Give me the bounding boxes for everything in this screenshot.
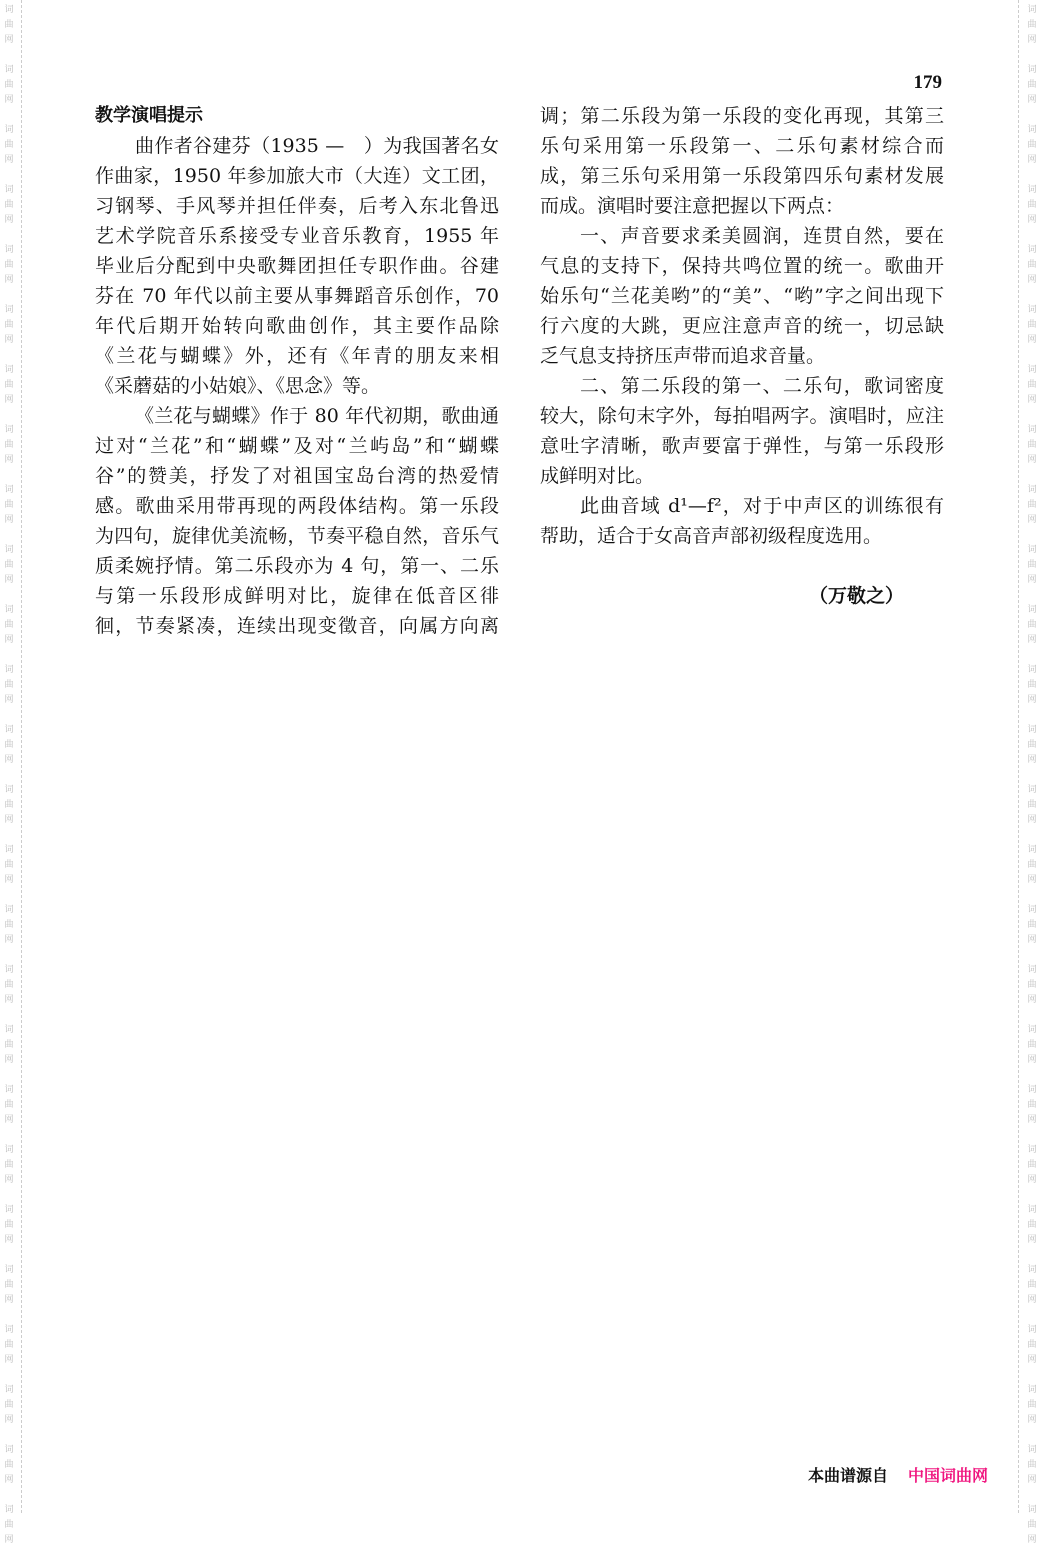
watermark-char: 词 [1027, 785, 1037, 795]
watermark-char: 网 [4, 575, 14, 585]
watermark-char: 曲 [1027, 500, 1037, 510]
watermark-char: 曲 [1027, 1340, 1037, 1350]
watermark-char: 曲 [1027, 1460, 1037, 1470]
watermark-char: 词 [4, 965, 14, 975]
watermark-char: 词 [1027, 965, 1037, 975]
watermark-char: 词 [1027, 1145, 1037, 1155]
watermark-char: 网 [1027, 935, 1037, 945]
watermark-char: 曲 [4, 320, 14, 330]
text-line: 感。歌曲采用带再现的两段体结构。第一乐段 [95, 495, 499, 517]
watermark-char: 词 [4, 1025, 14, 1035]
watermark-char: 词 [1027, 845, 1037, 855]
watermark-char: 词 [4, 1385, 14, 1395]
watermark-char: 网 [1027, 1235, 1037, 1245]
watermark-char: 词 [4, 485, 14, 495]
text-line: 气息的支持下，保持共鸣位置的统一。歌曲开 [540, 255, 944, 277]
watermark-char: 词 [1027, 1025, 1037, 1035]
margin-divider-left [21, 0, 22, 1513]
watermark-char: 曲 [1027, 140, 1037, 150]
watermark-char: 网 [4, 755, 14, 765]
watermark-char: 曲 [1027, 200, 1037, 210]
watermark-char: 词 [1027, 665, 1037, 675]
watermark-char: 网 [4, 155, 14, 165]
text-line: 《兰花与蝴蝶》外，还有《年青的朋友来相 [95, 345, 499, 367]
watermark-char: 词 [1027, 545, 1037, 555]
margin-divider-right [1018, 0, 1019, 1513]
text-line: 过对“兰花”和“蝴蝶”及对“兰屿岛”和“蝴蝶 [95, 435, 499, 457]
watermark-char: 曲 [4, 980, 14, 990]
watermark-char: 曲 [1027, 680, 1037, 690]
text-line: 成，第三乐句采用第一乐段第四乐句素材发展 [540, 165, 944, 187]
watermark-char: 词 [4, 125, 14, 135]
watermark-char: 曲 [4, 1040, 14, 1050]
watermark-char: 词 [4, 1445, 14, 1455]
watermark-char: 词 [1027, 725, 1037, 735]
watermark-char: 词 [4, 1085, 14, 1095]
watermark-char: 曲 [1027, 800, 1037, 810]
watermark-char: 词 [1027, 1205, 1037, 1215]
text-line: 作曲家，1950 年参加旅大市（大连）文工团， [95, 165, 499, 187]
watermark-char: 曲 [4, 860, 14, 870]
watermark-char: 词 [4, 1205, 14, 1215]
watermark-char: 曲 [4, 20, 14, 30]
site-link[interactable]: 中国词曲网 [908, 1466, 989, 1485]
watermark-char: 词 [1027, 425, 1037, 435]
watermark-char: 网 [4, 1415, 14, 1425]
watermark-char: 曲 [1027, 980, 1037, 990]
watermark-char: 词 [4, 1145, 14, 1155]
watermark-char: 网 [1027, 1115, 1037, 1125]
watermark-char: 词 [1027, 1385, 1037, 1395]
watermark-char: 网 [4, 1115, 14, 1125]
watermark-char: 词 [4, 845, 14, 855]
source-label: 本曲谱源自 [808, 1466, 889, 1485]
watermark-char: 网 [1027, 575, 1037, 585]
text-line: 始乐句“兰花美哟”的“美”、“哟”字之间出现下 [540, 285, 944, 307]
text-line: 此曲音域 d¹—f²，对于中声区的训练很有 [580, 495, 944, 517]
source-footer [808, 1463, 988, 1486]
watermark-char: 词 [4, 305, 14, 315]
watermark-char: 网 [4, 1055, 14, 1065]
watermark-char: 曲 [4, 1280, 14, 1290]
watermark-char: 词 [4, 185, 14, 195]
watermark-char: 词 [1027, 485, 1037, 495]
watermark-char: 网 [1027, 1415, 1037, 1425]
watermark-char: 网 [1027, 155, 1037, 165]
watermark-char: 曲 [4, 200, 14, 210]
watermark-char: 曲 [1027, 1100, 1037, 1110]
watermark-char: 网 [1027, 815, 1037, 825]
watermark-char: 网 [4, 935, 14, 945]
text-line: 乐句采用第一乐段第一、二乐句素材综合而 [540, 135, 944, 157]
watermark-char: 网 [4, 1535, 14, 1545]
text-line: 《兰花与蝴蝶》作于 80 年代初期，歌曲通 [135, 405, 499, 427]
watermark-right [1020, 0, 1040, 1545]
watermark-char: 网 [1027, 635, 1037, 645]
text-line: 较大，除句末字外，每拍唱两字。演唱时，应注 [540, 405, 944, 427]
watermark-char: 词 [4, 725, 14, 735]
text-line: 乏气息支持挤压声带而追求音量。 [540, 345, 826, 367]
watermark-char: 词 [1027, 5, 1037, 15]
watermark-char: 曲 [1027, 440, 1037, 450]
watermark-char: 网 [1027, 1055, 1037, 1065]
watermark-char: 网 [4, 515, 14, 525]
watermark-char: 网 [1027, 455, 1037, 465]
watermark-char: 曲 [4, 740, 14, 750]
watermark-char: 网 [4, 455, 14, 465]
text-line: 行六度的大跳，更应注意声音的统一，切忌缺 [540, 315, 944, 337]
watermark-char: 网 [1027, 1355, 1037, 1365]
watermark-char: 网 [1027, 275, 1037, 285]
section-heading: 教学演唱提示 [95, 105, 203, 126]
watermark-char: 曲 [1027, 320, 1037, 330]
watermark-char: 曲 [1027, 560, 1037, 570]
watermark-char: 网 [4, 215, 14, 225]
watermark-char: 网 [4, 635, 14, 645]
watermark-char: 曲 [4, 260, 14, 270]
watermark-char: 词 [1027, 245, 1037, 255]
text-line: 年代后期开始转向歌曲创作，其主要作品除 [95, 315, 499, 337]
watermark-char: 曲 [4, 1400, 14, 1410]
watermark-char: 词 [1027, 305, 1037, 315]
watermark-char: 网 [4, 1235, 14, 1245]
watermark-char: 词 [4, 545, 14, 555]
watermark-char: 曲 [1027, 80, 1037, 90]
watermark-char: 网 [1027, 1295, 1037, 1305]
author-credit: （万敬之） [808, 585, 904, 607]
page-number: 179 [913, 72, 942, 93]
watermark-char: 曲 [1027, 20, 1037, 30]
watermark-char: 曲 [4, 440, 14, 450]
right-column [540, 101, 944, 611]
watermark-char: 词 [1027, 1265, 1037, 1275]
watermark-char: 词 [1027, 1085, 1037, 1095]
watermark-char: 词 [4, 605, 14, 615]
watermark-char: 词 [1027, 605, 1037, 615]
watermark-char: 词 [4, 5, 14, 15]
watermark-left [0, 0, 20, 1545]
text-line: 艺术学院音乐系接受专业音乐教育，1955 年 [95, 225, 499, 247]
text-line: 谷”的赞美，抒发了对祖国宝岛台湾的热爱情 [95, 465, 499, 487]
watermark-char: 曲 [1027, 860, 1037, 870]
text-line: 调；第二乐段为第一乐段的变化再现，其第三 [540, 105, 944, 127]
watermark-char: 词 [1027, 365, 1037, 375]
text-line: 曲作者谷建芬（1935 — ）为我国著名女 [135, 135, 499, 157]
watermark-char: 网 [1027, 95, 1037, 105]
watermark-char: 曲 [1027, 1280, 1037, 1290]
watermark-char: 词 [4, 425, 14, 435]
watermark-char: 网 [4, 995, 14, 1005]
watermark-char: 词 [1027, 1505, 1037, 1515]
watermark-char: 网 [1027, 755, 1037, 765]
text-line: 芬在 70 年代以前主要从事舞蹈音乐创作，70 [95, 285, 499, 307]
watermark-char: 网 [4, 815, 14, 825]
watermark-char: 网 [4, 1295, 14, 1305]
watermark-char: 网 [4, 695, 14, 705]
watermark-char: 曲 [1027, 1040, 1037, 1050]
watermark-char: 词 [4, 1505, 14, 1515]
watermark-char: 词 [4, 785, 14, 795]
watermark-char: 网 [1027, 875, 1037, 885]
watermark-char: 曲 [4, 1100, 14, 1110]
watermark-char: 曲 [4, 1160, 14, 1170]
watermark-char: 网 [1027, 695, 1037, 705]
watermark-char: 网 [1027, 1175, 1037, 1185]
watermark-char: 网 [4, 35, 14, 45]
watermark-char: 词 [4, 905, 14, 915]
watermark-char: 网 [4, 395, 14, 405]
watermark-char: 网 [1027, 995, 1037, 1005]
watermark-char: 曲 [4, 800, 14, 810]
watermark-char: 曲 [4, 620, 14, 630]
watermark-char: 词 [4, 365, 14, 375]
watermark-char: 曲 [1027, 1220, 1037, 1230]
watermark-char: 曲 [4, 80, 14, 90]
watermark-char: 网 [1027, 335, 1037, 345]
watermark-char: 网 [4, 1175, 14, 1185]
text-line: 习钢琴、手风琴并担任伴奏，后考入东北鲁迅 [95, 195, 499, 217]
watermark-char: 词 [1027, 905, 1037, 915]
watermark-char: 词 [1027, 125, 1037, 135]
text-line: 为四句，旋律优美流畅，节奏平稳自然，音乐气 [95, 525, 499, 547]
watermark-char: 曲 [4, 1220, 14, 1230]
watermark-char: 网 [4, 95, 14, 105]
watermark-char: 曲 [1027, 1520, 1037, 1530]
watermark-char: 曲 [4, 1340, 14, 1350]
watermark-char: 词 [4, 1325, 14, 1335]
watermark-char: 网 [4, 335, 14, 345]
watermark-char: 曲 [4, 920, 14, 930]
watermark-char: 词 [1027, 65, 1037, 75]
watermark-char: 曲 [1027, 620, 1037, 630]
watermark-char: 曲 [4, 680, 14, 690]
text-line: 意吐字清晰，歌声要富于弹性，与第一乐段形 [540, 435, 944, 457]
watermark-char: 曲 [4, 1460, 14, 1470]
watermark-char: 网 [1027, 35, 1037, 45]
watermark-char: 网 [1027, 515, 1037, 525]
text-line: 与第一乐段形成鲜明对比，旋律在低音区徘 [95, 585, 499, 607]
text-line: 一、声音要求柔美圆润，连贯自然，要在 [580, 225, 944, 247]
watermark-char: 网 [4, 1355, 14, 1365]
watermark-char: 网 [4, 875, 14, 885]
watermark-char: 词 [4, 665, 14, 675]
text-line: 毕业后分配到中央歌舞团担任专职作曲。谷建 [95, 255, 499, 277]
watermark-char: 曲 [1027, 1400, 1037, 1410]
watermark-char: 曲 [4, 1520, 14, 1530]
watermark-char: 网 [1027, 215, 1037, 225]
watermark-char: 词 [4, 245, 14, 255]
watermark-char: 曲 [1027, 380, 1037, 390]
watermark-char: 网 [4, 275, 14, 285]
watermark-char: 词 [4, 65, 14, 75]
watermark-char: 曲 [1027, 740, 1037, 750]
text-line: 徊，节奏紧凑，连续出现变徵音，向属方向离 [95, 615, 499, 637]
text-line: 而成。演唱时要注意把握以下两点： [540, 195, 845, 217]
left-column [95, 101, 499, 641]
watermark-char: 网 [1027, 1535, 1037, 1545]
watermark-char: 网 [1027, 1475, 1037, 1485]
watermark-char: 词 [1027, 185, 1037, 195]
text-line: 《采蘑菇的小姑娘》、《思念》等。 [95, 375, 381, 397]
text-line: 二、第二乐段的第一、二乐句，歌词密度 [580, 375, 944, 397]
watermark-char: 曲 [1027, 920, 1037, 930]
watermark-char: 曲 [4, 500, 14, 510]
text-line: 成鲜明对比。 [540, 465, 655, 487]
watermark-char: 词 [1027, 1325, 1037, 1335]
watermark-char: 网 [1027, 395, 1037, 405]
watermark-char: 词 [1027, 1445, 1037, 1455]
watermark-char: 词 [4, 1265, 14, 1275]
watermark-char: 网 [4, 1475, 14, 1485]
watermark-char: 曲 [4, 140, 14, 150]
watermark-char: 曲 [1027, 1160, 1037, 1170]
watermark-char: 曲 [4, 380, 14, 390]
text-line: 帮助，适合于女高音声部初级程度选用。 [540, 525, 883, 547]
watermark-char: 曲 [1027, 260, 1037, 270]
watermark-char: 曲 [4, 560, 14, 570]
text-line: 质柔婉抒情。第二乐段亦为 4 句，第一、二乐 [95, 555, 499, 577]
